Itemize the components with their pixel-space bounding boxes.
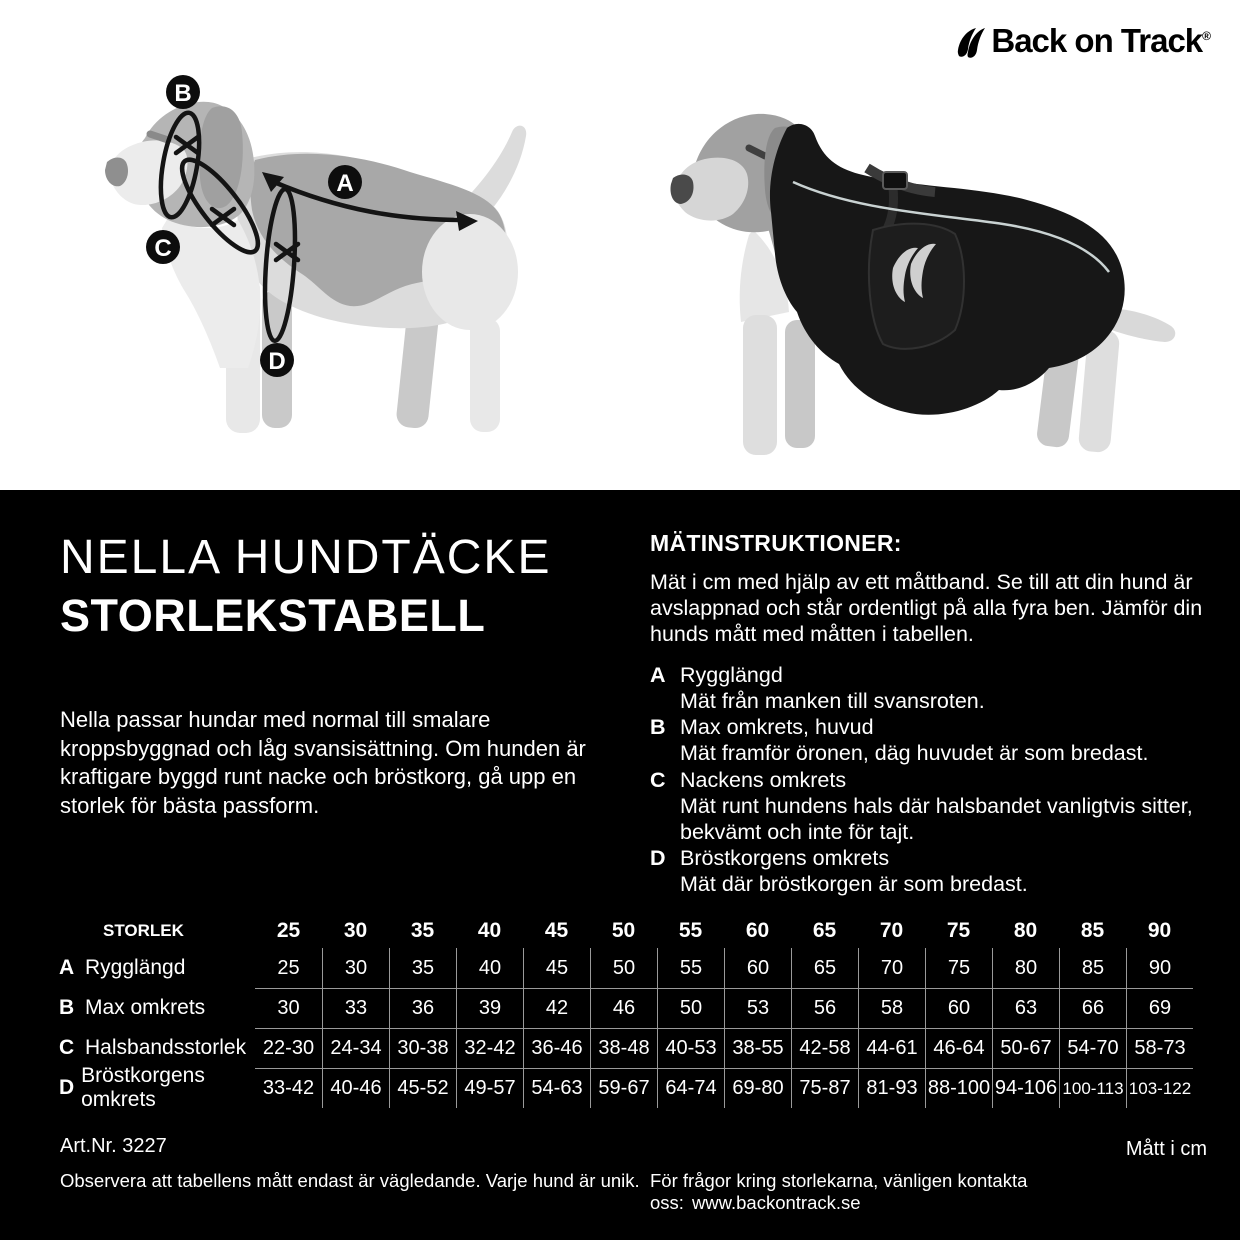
- instruction-title: Nackens omkrets: [680, 767, 847, 792]
- size-value-cell: 81-93: [858, 1068, 925, 1108]
- row-label-text: Max omkrets: [85, 996, 206, 1019]
- size-value-cell: 30: [255, 988, 322, 1028]
- instruction-key: A: [650, 662, 666, 687]
- instruction-key: B: [650, 715, 666, 740]
- size-value-cell: 64-74: [657, 1068, 724, 1108]
- contact-label: För frågor kring storlekarna, vänligen kontakta oss:: [650, 1170, 1028, 1213]
- product-description: Nella passar hundar med normal till smalare kroppsbyggnad och låg svansisättning. Om hunden är kraftigare byggd runt nacke och bröstkorg, gå upp en storlek för bästa passform.: [60, 707, 586, 818]
- registered-mark: ®: [1202, 29, 1210, 43]
- instruction-item-b: [650, 714, 1225, 766]
- size-table-header-label: STORLEK: [103, 921, 184, 940]
- size-value-cell: 33-42: [255, 1068, 322, 1108]
- size-value-cell: 80: [992, 948, 1059, 988]
- size-value-cell: 90: [1126, 948, 1193, 988]
- instruction-desc: Mät från manken till svansroten.: [680, 688, 985, 713]
- instruction-title: Max omkrets, huvud: [680, 715, 874, 740]
- instruction-item-d: [650, 845, 1225, 897]
- size-value-cell: 44-61: [858, 1028, 925, 1068]
- size-value-cell: 35: [389, 948, 456, 988]
- size-value-cell: 39: [456, 988, 523, 1028]
- size-column-header: 60: [745, 919, 770, 942]
- article-number: Art.Nr. 3227: [60, 1135, 167, 1157]
- coat-dog-illustration: [635, 70, 1180, 470]
- size-value-cell: 40: [456, 948, 523, 988]
- size-value-cell: 75: [925, 948, 992, 988]
- marker-b-letter: B: [174, 80, 192, 107]
- instruction-key: D: [650, 846, 666, 871]
- row-label-d: [55, 1064, 255, 1111]
- dog-haunch: [422, 214, 518, 330]
- size-value-cell: 45: [523, 948, 590, 988]
- size-value-cell: 45-52: [389, 1068, 456, 1108]
- row-label-text: Rygglängd: [85, 956, 186, 979]
- size-column-header: 40: [477, 919, 502, 942]
- size-value-cell: 50: [590, 948, 657, 988]
- instruction-desc: Mät runt hundens hals där halsbandet vanligtvis sitter, bekvämt och inte för tajt.: [680, 793, 1193, 844]
- marker-a-letter: A: [336, 170, 354, 197]
- row-label-text: Halsbandsstorlek: [85, 1036, 247, 1059]
- size-column-header: 50: [611, 919, 636, 942]
- size-column-header: 35: [410, 919, 435, 942]
- size-value-cell: 25: [277, 956, 300, 979]
- size-value-cell: 54-70: [1059, 1028, 1126, 1068]
- row-label-b: [55, 988, 255, 1028]
- size-value-cell: 33: [322, 988, 389, 1028]
- size-value-cell: 46-64: [925, 1028, 992, 1068]
- size-value-cell: 60: [925, 988, 992, 1028]
- instruction-item-a: [650, 662, 1225, 714]
- size-value-cell: 56: [791, 988, 858, 1028]
- size-value-cell: 54-63: [523, 1068, 590, 1108]
- row-key: C: [59, 1036, 75, 1059]
- size-value-cell: 50: [657, 988, 724, 1028]
- size-value-cell: 38-55: [724, 1028, 791, 1068]
- instruction-title: Bröstkorgens omkrets: [680, 846, 890, 871]
- row-key: D: [59, 1076, 75, 1099]
- size-value-cell: 30: [322, 948, 389, 988]
- size-column-header: 55: [678, 919, 703, 942]
- size-value-cell: 42-58: [791, 1028, 858, 1068]
- size-value-cell: 50-67: [992, 1028, 1059, 1068]
- coatdog-near-front-leg: [743, 315, 777, 455]
- instruction-desc: Mät där bröstkorgen är som bredast.: [680, 872, 1028, 897]
- size-value-cell: 36-46: [523, 1028, 590, 1068]
- size-column-header: 25: [276, 919, 301, 942]
- row-label-a: [55, 948, 255, 988]
- size-value-cell: 66: [1059, 988, 1126, 1028]
- size-value-cell: 42: [523, 988, 590, 1028]
- back-on-track-swoosh-icon: [956, 26, 986, 65]
- row-key: B: [59, 996, 75, 1019]
- size-value-cell: 59-67: [590, 1068, 657, 1108]
- size-value-cell: 32-42: [456, 1028, 523, 1068]
- instructions-intro: Mät i cm med hjälp av ett måttband. Se till att din hund är avslappnad och står ordentligt på alla fyra ben. Jämför din hunds mått med måtten i tabellen.: [650, 570, 1203, 647]
- row-key: A: [59, 956, 75, 979]
- size-value-cell: 103-122: [1126, 1068, 1193, 1108]
- size-column-header: 85: [1080, 919, 1105, 942]
- instruction-desc: Mät framför öronen, däg huvudet är som bredast.: [680, 741, 1149, 766]
- instructions-heading: MÄTINSTRUKTIONER:: [650, 530, 902, 556]
- website-url: www.backontrack.se: [691, 1192, 861, 1213]
- coatdog-far-front-leg: [785, 320, 815, 448]
- size-value-cell: 69-80: [724, 1068, 791, 1108]
- instruction-key: C: [650, 767, 666, 792]
- size-value-cell: 100-113: [1059, 1068, 1126, 1108]
- size-value-cell: 88-100: [925, 1068, 992, 1108]
- row-label-c: [55, 1028, 255, 1068]
- size-column-header: 80: [1013, 919, 1038, 942]
- size-value-cell: 40-53: [657, 1028, 724, 1068]
- size-value-cell: 49-57: [456, 1068, 523, 1108]
- size-value-cell: 22-30: [255, 1028, 322, 1068]
- size-value-cell: 24-34: [322, 1028, 389, 1068]
- size-column-header: 45: [544, 919, 569, 942]
- dog-near-rear-leg: [470, 318, 500, 432]
- disclaimer-note: Observera att tabellens mått endast är vägledande. Varje hund är unik.: [60, 1170, 640, 1191]
- measuring-instructions: [650, 530, 1225, 898]
- size-column-header: 30: [343, 919, 368, 942]
- size-value-cell: 65: [791, 948, 858, 988]
- size-value-cell: 38-48: [590, 1028, 657, 1068]
- size-column-header: 65: [812, 919, 837, 942]
- size-value-cell: 58-73: [1126, 1028, 1193, 1068]
- size-value-cell: 53: [724, 988, 791, 1028]
- marker-d-letter: D: [268, 348, 286, 375]
- size-column-header: 75: [946, 919, 971, 942]
- size-value-cell: 70: [858, 948, 925, 988]
- size-value-cell: 60: [724, 948, 791, 988]
- size-table: [55, 914, 1193, 1111]
- row-label-text: Bröstkorgens omkrets: [81, 1064, 205, 1111]
- size-value-cell: 40-46: [322, 1068, 389, 1108]
- measurement-unit-note: Mått i cm: [1125, 1138, 1207, 1160]
- instruction-title: Rygglängd: [680, 662, 783, 687]
- size-value-cell: 94-106: [992, 1068, 1059, 1108]
- contact-line: [650, 1170, 1240, 1214]
- coat-buckle: [883, 172, 907, 189]
- marker-c-letter: C: [154, 235, 172, 262]
- brand-logo: [956, 20, 1210, 65]
- size-value-cell: 36: [389, 988, 456, 1028]
- size-column-header: 70: [879, 919, 904, 942]
- info-section: [0, 490, 1240, 1240]
- size-value-cell: 69: [1126, 988, 1193, 1028]
- size-chart-title: STORLEKSTABELL: [60, 590, 486, 641]
- dog-nose: [105, 158, 128, 187]
- size-value-cell: 85: [1059, 948, 1126, 988]
- instruction-item-c: [650, 767, 1225, 846]
- size-column-header: 90: [1147, 919, 1172, 942]
- size-value-cell: 75-87: [791, 1068, 858, 1108]
- size-value-cell: 58: [858, 988, 925, 1028]
- product-title: NELLA HUNDTÄCKE: [60, 531, 552, 584]
- size-value-cell: 30-38: [389, 1028, 456, 1068]
- measured-dog-illustration: [50, 50, 610, 465]
- size-value-cell: 46: [590, 988, 657, 1028]
- size-value-cell: 63: [992, 988, 1059, 1028]
- brand-name: Back on Track®: [991, 22, 1210, 59]
- size-value-cell: 55: [657, 948, 724, 988]
